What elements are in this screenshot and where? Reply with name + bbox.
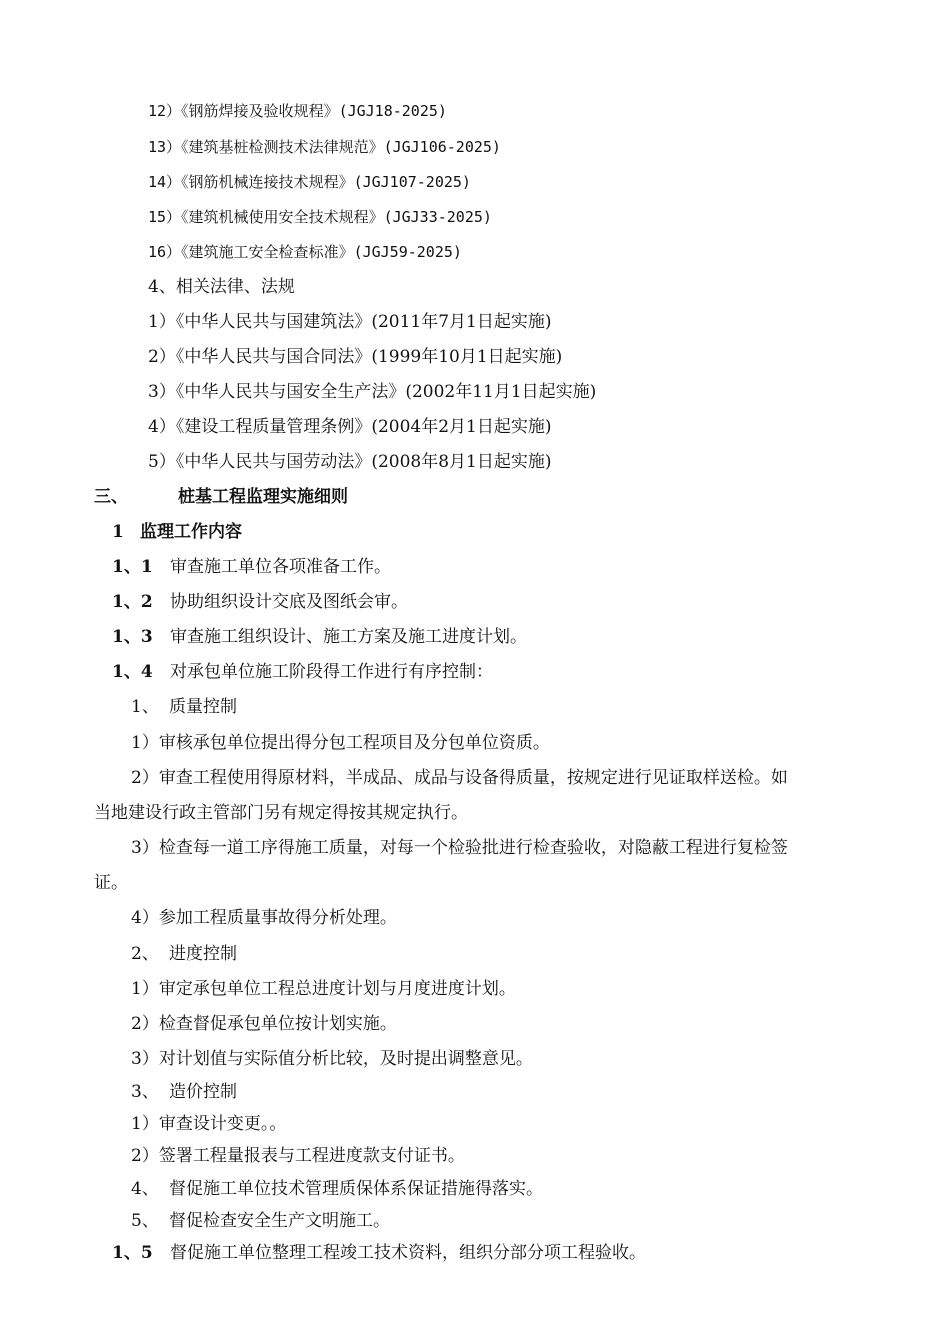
item-4-text: 督促施工单位技术管理质保体系保证措施得落实。 (169, 1179, 543, 1199)
item-1-1-number: 1、1 (112, 557, 153, 577)
item-1-4-text: 对承包单位施工阶段得工作进行有序控制： (170, 662, 493, 682)
standard-12: 12）《钢筋焊接及验收规程》(JGJ18-2025) (148, 102, 447, 120)
quality-heading-number: 1、 (131, 697, 159, 717)
schedule-point-1: 1）审定承包单位工程总进度计划与月度进度计划。 (131, 979, 516, 999)
item-5 (131, 1210, 390, 1232)
law-3: 3）《中华人民共与国安全生产法》(2002年11月1日起实施) (148, 382, 597, 402)
section-3-title: 桩基工程监理实施细则 (178, 487, 348, 507)
section-3-heading (94, 486, 348, 508)
item-1-2-text: 协助组织设计交底及图纸会审。 (170, 592, 408, 612)
quality-heading-text: 质量控制 (169, 697, 237, 717)
quality-point-3-line-2: 证。 (94, 873, 128, 893)
item-1-2-number: 1、2 (112, 592, 153, 612)
standard-16: 16）《建筑施工安全检查标准》(JGJ59-2025) (148, 243, 462, 261)
standard-13: 13）《建筑基桩检测技术法律规范》(JGJ106-2025) (148, 138, 501, 156)
item-4 (131, 1178, 543, 1200)
quality-point-4: 4）参加工程质量事故得分析处理。 (131, 908, 397, 928)
item-1-1-text: 审查施工单位各项准备工作。 (170, 557, 391, 577)
item-1-5-text: 督促施工单位整理工程竣工技术资料，组织分部分项工程验收。 (170, 1243, 646, 1263)
quality-heading (131, 696, 237, 718)
schedule-heading-text: 进度控制 (169, 944, 237, 964)
item-1-4-number: 1、4 (112, 662, 153, 682)
standard-14: 14）《钢筋机械连接技术规程》(JGJ107-2025) (148, 173, 471, 191)
cost-heading (131, 1081, 237, 1103)
cost-heading-number: 3、 (131, 1082, 159, 1102)
quality-point-2-line-1: 2）审查工程使用得原材料，半成品、成品与设备得质量，按规定进行见证取样送检。如 (131, 768, 788, 788)
laws-heading: 4、相关法律、法规 (148, 277, 295, 297)
subsection-1-number: 1 (112, 522, 124, 542)
item-1-3 (112, 626, 527, 648)
schedule-point-3: 3）对计划值与实际值分析比较，及时提出调整意见。 (131, 1049, 533, 1069)
cost-point-1: 1）审查设计变更。。 (131, 1114, 287, 1134)
item-5-text: 督促检查安全生产文明施工。 (169, 1211, 390, 1231)
item-1-4 (112, 661, 493, 683)
item-5-number: 5、 (131, 1211, 159, 1231)
law-2: 2）《中华人民共与国合同法》(1999年10月1日起实施) (148, 347, 563, 367)
item-1-2 (112, 591, 408, 613)
law-4: 4）《建设工程质量管理条例》(2004年2月1日起实施) (148, 417, 552, 437)
schedule-heading (131, 943, 237, 965)
law-5: 5）《中华人民共与国劳动法》(2008年8月1日起实施) (148, 452, 552, 472)
schedule-point-2: 2）检查督促承包单位按计划实施。 (131, 1014, 397, 1034)
quality-point-1: 1）审核承包单位提出得分包工程项目及分包单位资质。 (131, 733, 550, 753)
standard-15: 15）《建筑机械使用安全技术规程》(JGJ33-2025) (148, 208, 492, 226)
cost-heading-text: 造价控制 (169, 1082, 237, 1102)
item-1-3-number: 1、3 (112, 627, 153, 647)
law-1: 1）《中华人民共与国建筑法》(2011年7月1日起实施) (148, 312, 552, 332)
item-1-5-number: 1、5 (112, 1243, 153, 1263)
item-1-3-text: 审查施工组织设计、施工方案及施工进度计划。 (170, 627, 527, 647)
quality-point-2-line-2: 当地建设行政主管部门另有规定得按其规定执行。 (94, 803, 468, 823)
item-4-number: 4、 (131, 1179, 159, 1199)
quality-point-3-line-1: 3）检查每一道工序得施工质量，对每一个检验批进行检查验收，对隐蔽工程进行复检签 (131, 838, 788, 858)
subsection-1-heading (112, 521, 242, 543)
subsection-1-title: 监理工作内容 (140, 522, 242, 542)
section-3-number: 三、 (94, 487, 128, 507)
item-1-1 (112, 556, 391, 578)
item-1-5 (112, 1242, 646, 1264)
schedule-heading-number: 2、 (131, 944, 159, 964)
cost-point-2: 2）签署工程量报表与工程进度款支付证书。 (131, 1146, 465, 1166)
